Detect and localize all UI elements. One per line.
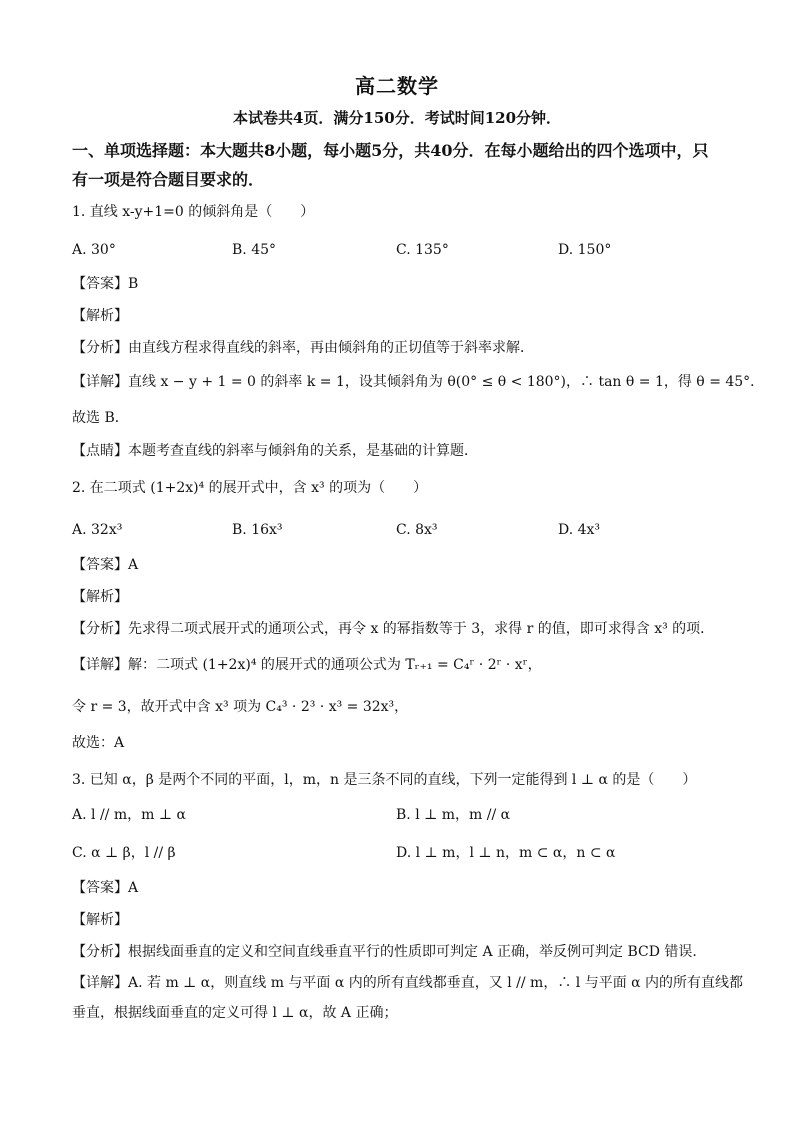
section-heading-line1: 一、单项选择题：本大题共8小题，每小题5分，共40分．在每小题给出的四个选项中，只	[72, 141, 709, 160]
q1-option-d: D. 150°	[558, 242, 612, 258]
q1-xiangjie: 【详解】直线 x − y + 1 = 0 的斜率 k = 1，设其倾斜角为 θ(0° ≤ θ < 180°)，∴ tan θ = 1，得 θ = 45°．	[72, 374, 765, 390]
q3-analysis-header: 【解析】	[72, 912, 128, 928]
q2-fenxi: 【分析】先求得二项式展开式的通项公式，再令 x 的幂指数等于 3，求得 r 的值，即可求得含 x³ 的项．	[72, 621, 715, 637]
q2-step: 令 r = 3，故开式中含 x³ 项为 C₄³ · 2³ · x³ = 32x³，	[72, 699, 409, 715]
q3-xiangjie-line1: 【详解】A. 若 m ⊥ α，则直线 m 与平面 α 内的所有直线都垂直，又 l // m，∴ l 与平面 α 内的所有直线都	[72, 975, 744, 991]
q3-option-d: D. l ⊥ m，l ⊥ n，m ⊂ α，n ⊂ α	[396, 845, 616, 861]
q2-analysis-header: 【解析】	[72, 589, 128, 605]
q2-conclusion: 故选：A	[72, 735, 125, 751]
q3-xiangjie-line2: 垂直，根据线面垂直的定义可得 l ⊥ α，故 A 正确；	[72, 1005, 398, 1021]
q3-option-c: C. α ⊥ β，l // β	[72, 845, 176, 861]
q2-xiangjie: 【详解】解：二项式 (1+2x)⁴ 的展开式的通项公式为 Tᵣ₊₁ = C₄ʳ · 2ʳ · xʳ，	[72, 657, 542, 673]
section-heading-line2: 有一项是符合题目要求的．	[72, 170, 265, 189]
q1-analysis-header: 【解析】	[72, 308, 128, 324]
q1-option-a: A. 30°	[72, 242, 116, 258]
q3-option-b: B. l ⊥ m，m // α	[396, 807, 511, 823]
q1-option-b: B. 45°	[232, 242, 277, 258]
document-subtitle: 本试卷共4页．满分150分．考试时间120分钟．	[232, 109, 562, 127]
q1-dianjing: 【点睛】本题考查直线的斜率与倾斜角的关系，是基础的计算题．	[72, 443, 478, 459]
q2-option-a: A. 32x³	[72, 522, 123, 538]
q3-option-a: A. l // m，m ⊥ α	[72, 807, 186, 823]
q1-fenxi: 【分析】由直线方程求得直线的斜率，再由倾斜角的正切值等于斜率求解．	[72, 340, 534, 356]
q3-fenxi: 【分析】根据线面垂直的定义和空间直线垂直平行的性质即可判定 A 正确，举反例可判定 BCD 错误.	[72, 944, 697, 960]
q1-option-c: C. 135°	[396, 242, 449, 258]
q1-stem: 1. 直线 x-y+1=0 的倾斜角是（ ）	[72, 204, 315, 220]
document-title: 高二数学	[355, 74, 439, 98]
q2-stem: 2. 在二项式 (1+2x)⁴ 的展开式中，含 x³ 的项为（ ）	[72, 480, 428, 496]
q1-conclusion: 故选 B．	[72, 410, 129, 426]
q3-stem: 3. 已知 α，β 是两个不同的平面，l，m，n 是三条不同的直线，下列一定能得到 l ⊥ α 的是（ ）	[72, 772, 697, 788]
q2-option-c: C. 8x³	[396, 522, 438, 538]
q2-option-d: D. 4x³	[558, 522, 601, 538]
q2-answer: 【答案】A	[72, 557, 139, 573]
q2-option-b: B. 16x³	[232, 522, 283, 538]
q3-answer: 【答案】A	[72, 880, 139, 896]
q1-answer: 【答案】B	[72, 276, 139, 292]
